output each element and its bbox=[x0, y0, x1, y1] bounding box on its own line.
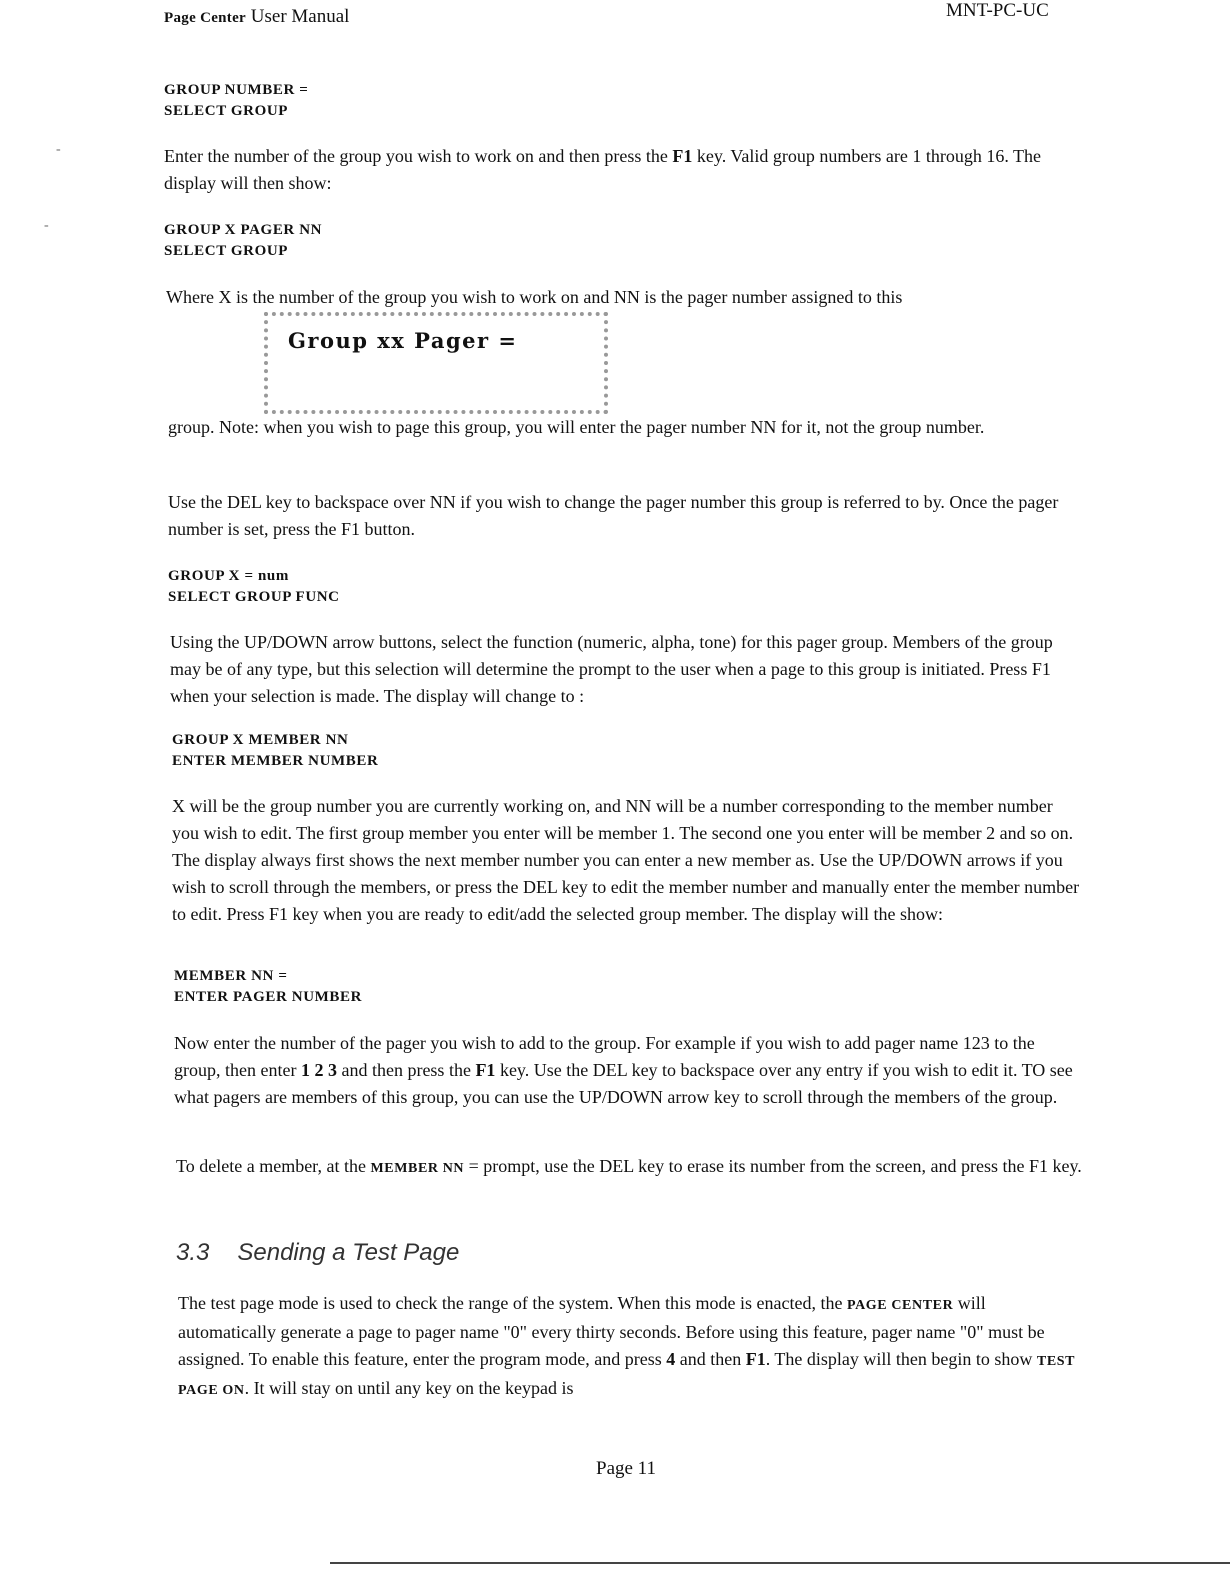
paragraph-updown bbox=[170, 629, 1080, 710]
key-label: F1 bbox=[475, 1060, 496, 1080]
footer-rule bbox=[330, 1562, 1230, 1564]
paragraph-note bbox=[168, 414, 1078, 441]
display-block-group-number bbox=[164, 80, 308, 122]
text: Use the DEL key to backspace over NN if you wish to change the pager number this group is referred to by. Once the pager number is set, press the F1 button. bbox=[168, 492, 1059, 539]
display-block-enter-pager bbox=[174, 966, 362, 1008]
display-line: GROUP X MEMBER NN bbox=[172, 732, 349, 748]
margin-mark: - bbox=[56, 142, 61, 157]
section-heading bbox=[176, 1239, 459, 1267]
text: Now enter the number of the pager you wish to add to the group. For example if you wish to add pager name 123 to the group, then enter bbox=[174, 1033, 1035, 1080]
text: will automatically generate a page to pager name "0" every thirty seconds. Before using this feature, pager name "0" must be assigned. To enable this feature, enter the program mode, and press bbox=[178, 1293, 1045, 1369]
display-line: ENTER PAGER NUMBER bbox=[174, 989, 363, 1005]
text: Where X is the number of the group you wish to work on and NN is the pager number assigned to this bbox=[166, 287, 903, 307]
key-label: 1 2 3 bbox=[300, 1060, 337, 1080]
display-line: SELECT GROUP bbox=[164, 243, 289, 259]
margin-mark: - bbox=[44, 218, 49, 233]
paragraph-add-pager bbox=[174, 1030, 1084, 1111]
page-number: Page 11 bbox=[596, 1458, 656, 1479]
display-block-group-pager bbox=[164, 220, 322, 262]
text: and then bbox=[675, 1349, 746, 1369]
display-text: MEMBER NN bbox=[370, 1161, 465, 1176]
paragraph-test-page bbox=[178, 1290, 1088, 1404]
display-line: GROUP NUMBER = bbox=[164, 82, 309, 98]
text: X will be the group number you are currently working on, and NN will be a number corresponding to the member number you wish to edit. The first group member you enter will be member 1. The second one you enter will be member 2 and so on. The display always first shows the next member number you can enter a new member as. Use the UP/DOWN arrows if you wish to scroll through the members, or press the DEL key to edit the member number and manually enter the member number to edit. Press F1 key when you are ready to edit/add the selected group member. The display will the show: bbox=[172, 796, 1080, 924]
paragraph-where-x bbox=[166, 284, 1076, 311]
header-doc-type: User Manual bbox=[250, 6, 350, 27]
key-label: 4 bbox=[666, 1349, 676, 1369]
display-line: MEMBER NN = bbox=[174, 968, 288, 984]
text: . The display will then begin to show bbox=[765, 1349, 1037, 1369]
key-label: F1 bbox=[672, 146, 693, 166]
text: key. Use the DEL key to backspace over any entry if you wish to edit it. TO see what pagers are members of this group, you can use the UP/DOWN arrow key to scroll through the members of the group. bbox=[174, 1060, 1073, 1107]
product-name: PAGE CENTER bbox=[846, 1298, 954, 1313]
display-line: SELECT GROUP bbox=[164, 103, 289, 119]
text: Using the UP/DOWN arrow buttons, select the function (numeric, alpha, tone) for this pager group. Members of the group may be of any type, but this selection will determine the prompt to the user when a page to this group is initiated. Press F1 when your selection is made. The display will change to : bbox=[170, 632, 1053, 706]
paragraph-member-number bbox=[172, 793, 1082, 928]
text: and then press the bbox=[336, 1060, 476, 1080]
header-product: Page Center bbox=[164, 10, 247, 26]
display-line: GROUP X PAGER NN bbox=[164, 222, 323, 238]
paragraph-del-key bbox=[168, 489, 1078, 543]
text: = prompt, use the DEL key to erase its number from the screen, and press the F1 key. bbox=[464, 1156, 1082, 1176]
header-doc-code: MNT-PC-UC bbox=[946, 0, 1049, 21]
text: To delete a member, at the bbox=[176, 1156, 371, 1176]
display-text: TEST PAGE ON bbox=[178, 1354, 1075, 1398]
lcd-display-illustration bbox=[264, 312, 608, 414]
header-title bbox=[164, 6, 349, 28]
paragraph-enter-group bbox=[164, 143, 1074, 197]
section-number: 3.3 bbox=[176, 1239, 210, 1266]
text: key. Valid group numbers are 1 through 16. The display will then show: bbox=[164, 146, 1042, 193]
text: group. Note: when you wish to page this group, you will enter the pager number NN for it, not the group number. bbox=[168, 417, 985, 437]
display-block-group-func bbox=[168, 566, 340, 608]
key-label: F1 bbox=[745, 1349, 766, 1369]
text: . It will stay on until any key on the keypad is bbox=[244, 1378, 574, 1398]
text: Enter the number of the group you wish to work on and then press the bbox=[164, 146, 673, 166]
text: The test page mode is used to check the range of the system. When this mode is enacted, the bbox=[178, 1293, 847, 1313]
display-block-member bbox=[172, 730, 378, 772]
lcd-display-text: Group xx Pager = bbox=[288, 328, 518, 353]
paragraph-delete-member bbox=[176, 1153, 1086, 1182]
display-line: GROUP X = num bbox=[168, 568, 289, 584]
display-line: ENTER MEMBER NUMBER bbox=[172, 753, 379, 769]
section-title-text: Sending a Test Page bbox=[237, 1239, 460, 1266]
display-line: SELECT GROUP FUNC bbox=[168, 589, 340, 605]
